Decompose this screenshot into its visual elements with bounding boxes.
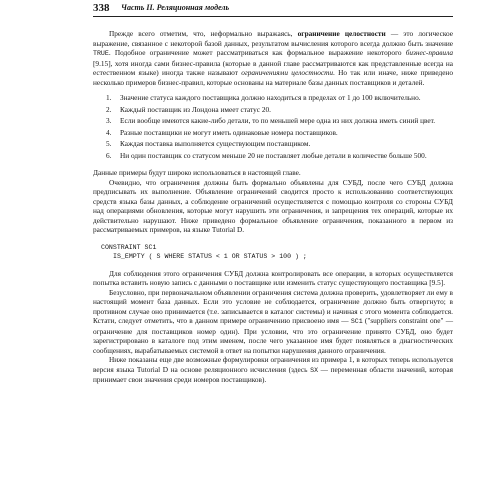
running-head: Часть II. Реляционная модель — [121, 3, 230, 12]
page-number: 338 — [93, 2, 110, 14]
declaration-paragraph: Безусловно, при первоначальном объявлении ограничения система должна проверить, удовлетворяет ли ему в настоящий момент база данных. Если это условие не соблюдается, ограничение должно быть отвергнуто; в противном случае оно принимается (т.е. записывается в каталог системы) и начиная с этого момента соблюдается. Кстати, следует отметить, что в данном примере ограничению присвоено имя — SC1 ("suppliers constraint one" — ограничение для поставщиков номер один). При условии, что это ограничение принято СУБД, оно будет зарегистрировано в каталоге под этим именем, после чего указанное имя будет появляться в диагностических сообщениях, вырабатываемых системой в ответ на попытки нарушения данного ограничения. — [93, 287, 453, 355]
business-rules-list — [93, 93, 453, 160]
page-header — [93, 2, 453, 17]
code-block — [93, 243, 453, 261]
code-sx: SX — [310, 366, 319, 374]
code-sc1: SC1 — [350, 318, 363, 325]
term-integrity-constraint: ограничение целостности — [297, 29, 386, 38]
term-business-rule: бизнес-правила — [405, 48, 453, 57]
body-text — [93, 29, 453, 385]
list-item: 6. Ни один поставщик со статусом меньше 20 не поставляет любые детали в количестве больше 500. — [106, 150, 427, 160]
list-item: 4. Разные поставщики не могут иметь одинаковые номера поставщиков. — [106, 127, 338, 137]
code-line: IS_EMPTY ( S WHERE STATUS < 1 OR STATUS > 100 ) ; — [113, 252, 307, 260]
code-line: CONSTRAINT SC1 — [101, 243, 157, 251]
enforce-paragraph: Для соблюдения этого ограничения СУБД должна контролировать все операции, в которых осуществляется попытка вставить новую запись с данными о поставщике или изменить статус существующего поставщика [9.5]. — [93, 268, 453, 287]
code-true: TRUE — [93, 50, 109, 57]
calculus-paragraph: Ниже показаны еще две возможные формулировки ограничения из примера 1, в которых теперь используется версия языка Tutorial D на основе реляционного исчисления (здесь SX — переменная области значений, которая принимает свои значения среди номеров поставщиков). — [93, 355, 453, 384]
term-integrity-constraints: ограничениями целостности — [241, 68, 334, 77]
list-item: 3. Если вообще имеются какие-либо детали, то по меньшей мере одна из них должна иметь синий цвет. — [106, 116, 436, 125]
list-item: 5. Каждая поставка выполняется существующим поставщиком. — [106, 139, 311, 148]
intro-paragraph: Прежде всего отметим, что, неформально выражаясь, ограничение целостности — это логическое выражение, связанное с некоторой базой данных, результатом вычисления которого всегда должно быть значение TRUE. Подобное ограничение может рассматриваться как формальное выражение некоторого бизнес-правила [9.15], хотя иногда сами бизнес-правила (которые в данной главе рассматриваются как представленные всегда на естественном языке) иногда также называют ограничениями целостности. Но так или иначе, ниже приведено несколько примеров бизнес-правил, которые основаны на материале базы данных поставщиков и деталей. — [93, 29, 453, 87]
examples-paragraph: Данные примеры будут широко использоваться в настоящей главе. — [93, 168, 301, 177]
dbms-paragraph: Очевидно, что ограничения должны быть формально объявлены для СУБД, после чего СУБД должна предписывать их выполнение. Объявление ограничений сводится просто к использованию соответствующих средств языка базы данных, а соблюдение ограничений осуществляется с помощью контроля со стороны СУБД над операциями обновления, которые могут нарушить эти ограничения, и запрещения тех операций, которые их действительно нарушают. Ниже приведено формальное объявление ограничения, показанного в первом из рассматриваемых примеров, на языке Tutorial D. — [93, 177, 453, 234]
list-item: 2. Каждый поставщик из Лондона имеет статус 20. — [106, 104, 271, 114]
list-item: 1. Значение статуса каждого поставщика должно находиться в пределах от 1 до 100 включительно. — [106, 93, 421, 102]
